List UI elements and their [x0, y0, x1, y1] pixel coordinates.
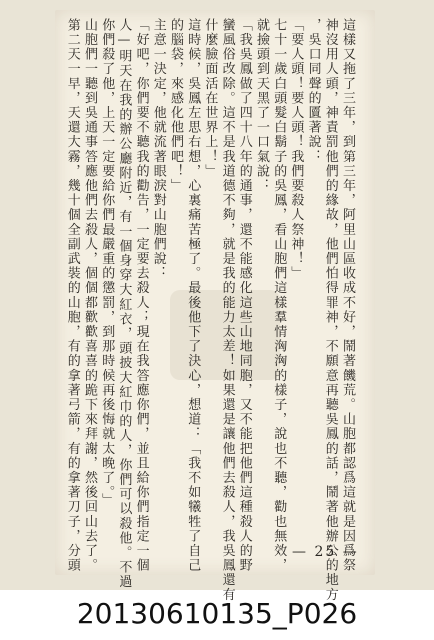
text-column: 第二天一早，天還大霧，幾十個全副武裝的山胞，有的拿著弓箭，有的拿著刀子，分頭: [64, 18, 80, 573]
page-number: — 25 —: [292, 544, 359, 560]
text-column: 「好吧，你們要不聽我的勸告，一定要去殺人；現在我答應你們，並且給你們指定一個: [133, 18, 149, 573]
text-column: 蠻風俗改除。這不是我道德不夠，就是我的能力太差！如果還是讓他們去殺人，我吳鳳還有: [219, 18, 235, 602]
text-column: 什麼臉面活在世界上！」: [202, 18, 218, 179]
text-column: 神沒用人頭，神責罰他們的緣故，他們怕得罪神，不願意再聽吳鳳的話，鬧著他辦公的地方: [322, 18, 338, 602]
text-column: 你們殺了他，上天一定要給你們最嚴重的懲罰，到那時候再後悔就太晚了。」: [99, 18, 115, 508]
image-caption: 20130610135_P026: [76, 597, 358, 630]
text-column: 就撿頭到天黑了一口氣說：: [254, 18, 269, 194]
text-column: 這樣又拖了三年，到第三年，阿里山區收成不好，鬧著饑荒。山胞都認爲這就是因爲祭: [340, 18, 355, 573]
text-column: 的腦袋，來感化他們吧！」: [168, 18, 183, 194]
text-column: 這時候，吳鳳左思右想，心裏痛苦極了。最後他下了決心，想道：「我不如犧牲了自己: [185, 18, 201, 573]
text-column: 「我吳鳳做了四十八年的通事，還不能感化這些山地同胞，又不能把他們這種殺人的野: [236, 18, 252, 573]
text-column: 「要人頭！要人頭！我們要殺人祭神！」: [288, 18, 304, 281]
text-column: 七十一歲白頭髮白鬍子的吳鳳，看山胞們這樣羣情洶洶的樣子，說也不聽，勸也無效，: [271, 18, 287, 573]
text-column: 人—明天在我的辦公廳附近，有一個身穿大紅衣，頭披大紅巾的人，你們可以殺他。不過: [116, 18, 132, 590]
text-column: 主意一決定，他就流著眼淚對山胞們說：: [150, 18, 166, 281]
text-column: ，吳口同聲的匵著說：: [305, 18, 321, 164]
text-column: 山胞們一聽到吳通事答應他們去殺人，個個都歡歡喜喜的跪下來拜謝，然後回山去了。: [82, 18, 97, 573]
